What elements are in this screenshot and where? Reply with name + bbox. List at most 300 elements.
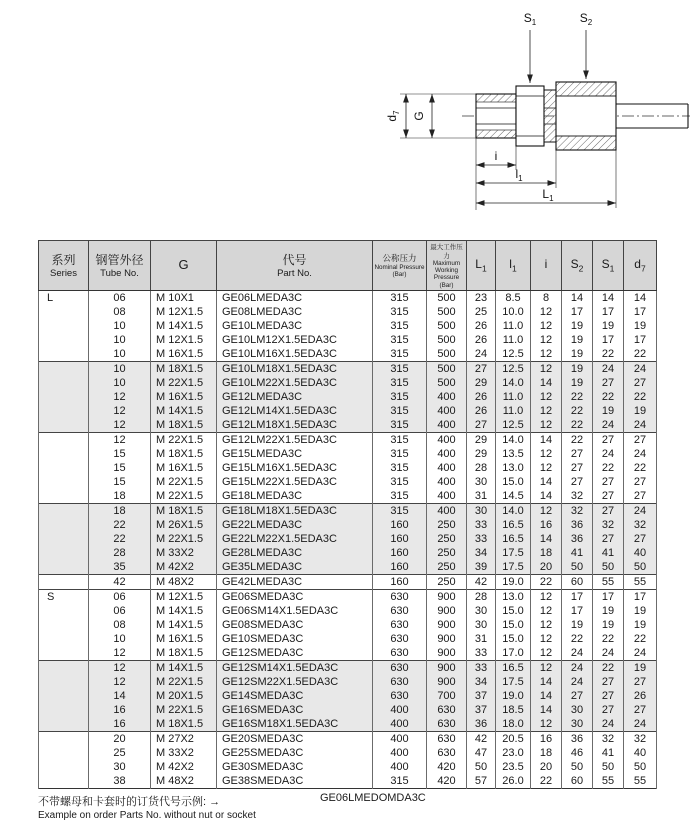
cell-series xyxy=(39,489,89,504)
cell-S1: 27 xyxy=(593,675,624,689)
cell-S1: 24 xyxy=(593,447,624,461)
cell-L1: 42 xyxy=(467,731,496,746)
cell-i: 14 xyxy=(531,689,562,703)
cell-S1: 19 xyxy=(593,618,624,632)
cell-d7: 19 xyxy=(624,319,657,333)
cell-d7: 24 xyxy=(624,361,657,376)
cell-d7: 40 xyxy=(624,746,657,760)
cell-S2: 60 xyxy=(562,774,593,789)
table-row xyxy=(39,347,657,362)
cell-thread-g: M 33X2 xyxy=(151,746,217,760)
cell-S1: 27 xyxy=(593,689,624,703)
cell-thread-g: M 14X1.5 xyxy=(151,660,217,675)
cell-series xyxy=(39,660,89,675)
cell-part-no: GE12LMEDA3C xyxy=(217,390,373,404)
cell-nominal-pressure: 315 xyxy=(373,432,427,447)
cell-part-no: GE30SMEDA3C xyxy=(217,760,373,774)
cell-max-pressure: 400 xyxy=(427,418,467,433)
cell-S1: 55 xyxy=(593,774,624,789)
header-max-pressure: 最大工作压力 Maximum Working Pressure (Bar) xyxy=(427,241,467,291)
cell-d7: 19 xyxy=(624,618,657,632)
cell-i: 14 xyxy=(531,432,562,447)
table-row xyxy=(39,376,657,390)
cell-S2: 50 xyxy=(562,760,593,774)
cell-nominal-pressure: 400 xyxy=(373,731,427,746)
cell-S2: 22 xyxy=(562,418,593,433)
shoulder xyxy=(544,90,556,142)
cell-tube-no: 35 xyxy=(89,560,151,575)
cell-L1: 27 xyxy=(467,361,496,376)
cell-tube-no: 15 xyxy=(89,447,151,461)
cell-L1: 37 xyxy=(467,689,496,703)
table-row xyxy=(39,432,657,447)
cell-nominal-pressure: 400 xyxy=(373,717,427,732)
cell-d7: 40 xyxy=(624,546,657,560)
cell-thread-g: M 16X1.5 xyxy=(151,390,217,404)
table-row xyxy=(39,589,657,604)
cell-series xyxy=(39,646,89,661)
header-thread-g: G xyxy=(151,241,217,291)
cell-S2: 22 xyxy=(562,432,593,447)
cell-l1: 15.0 xyxy=(496,604,531,618)
cell-L1: 33 xyxy=(467,646,496,661)
cell-S2: 27 xyxy=(562,475,593,489)
header-part-no: 代号 Part No. xyxy=(217,241,373,291)
cell-L1: 30 xyxy=(467,604,496,618)
cell-L1: 57 xyxy=(467,774,496,789)
cell-S1: 27 xyxy=(593,489,624,504)
cell-series xyxy=(39,675,89,689)
cell-d7: 27 xyxy=(624,532,657,546)
cell-i: 14 xyxy=(531,475,562,489)
table-row xyxy=(39,319,657,333)
cell-S2: 50 xyxy=(562,560,593,575)
cell-S2: 27 xyxy=(562,447,593,461)
cell-part-no: GE12LM14X1.5EDA3C xyxy=(217,404,373,418)
cell-nominal-pressure: 315 xyxy=(373,390,427,404)
cell-l1: 12.5 xyxy=(496,361,531,376)
cell-l1: 14.5 xyxy=(496,489,531,504)
cell-max-pressure: 900 xyxy=(427,632,467,646)
cell-S2: 36 xyxy=(562,731,593,746)
cell-S2: 22 xyxy=(562,390,593,404)
cell-max-pressure: 400 xyxy=(427,432,467,447)
cell-part-no: GE12LM18X1.5EDA3C xyxy=(217,418,373,433)
cell-l1: 19.0 xyxy=(496,689,531,703)
cell-part-no: GE42LMEDA3C xyxy=(217,574,373,589)
cell-thread-g: M 18X1.5 xyxy=(151,646,217,661)
cell-part-no: GE35LMEDA3C xyxy=(217,560,373,575)
cell-nominal-pressure: 315 xyxy=(373,503,427,518)
cell-i: 14 xyxy=(531,376,562,390)
table-row xyxy=(39,532,657,546)
cell-S2: 24 xyxy=(562,646,593,661)
cell-series xyxy=(39,717,89,732)
cell-tube-no: 20 xyxy=(89,731,151,746)
cell-max-pressure: 630 xyxy=(427,746,467,760)
cell-d7: 22 xyxy=(624,461,657,475)
cell-series xyxy=(39,333,89,347)
cell-max-pressure: 420 xyxy=(427,760,467,774)
cell-thread-g: M 42X2 xyxy=(151,560,217,575)
cell-thread-g: M 48X2 xyxy=(151,574,217,589)
cell-l1: 15.0 xyxy=(496,475,531,489)
cell-tube-no: 22 xyxy=(89,518,151,532)
cell-max-pressure: 630 xyxy=(427,731,467,746)
cell-l1: 13.0 xyxy=(496,589,531,604)
cell-d7: 32 xyxy=(624,518,657,532)
cell-part-no: GE10SMEDA3C xyxy=(217,632,373,646)
cell-nominal-pressure: 315 xyxy=(373,774,427,789)
cell-part-no: GE22LM22X1.5EDA3C xyxy=(217,532,373,546)
cell-series xyxy=(39,475,89,489)
cell-nominal-pressure: 160 xyxy=(373,546,427,560)
cell-thread-g: M 22X1.5 xyxy=(151,532,217,546)
cell-max-pressure: 250 xyxy=(427,532,467,546)
cell-max-pressure: 400 xyxy=(427,461,467,475)
cell-i: 16 xyxy=(531,518,562,532)
cell-nominal-pressure: 630 xyxy=(373,632,427,646)
cell-l1: 16.5 xyxy=(496,660,531,675)
table-row xyxy=(39,660,657,675)
cell-i: 12 xyxy=(531,305,562,319)
cell-series xyxy=(39,361,89,376)
cell-L1: 36 xyxy=(467,717,496,732)
cell-thread-g: M 22X1.5 xyxy=(151,432,217,447)
cell-nominal-pressure: 315 xyxy=(373,319,427,333)
cell-S1: 27 xyxy=(593,432,624,447)
cell-series xyxy=(39,546,89,560)
cell-l1: 17.5 xyxy=(496,675,531,689)
nut xyxy=(556,82,616,150)
cell-series xyxy=(39,689,89,703)
cell-i: 12 xyxy=(531,418,562,433)
table-row xyxy=(39,475,657,489)
cell-i: 12 xyxy=(531,404,562,418)
cell-L1: 42 xyxy=(467,574,496,589)
cell-l1: 14.0 xyxy=(496,432,531,447)
cell-part-no: GE08SMEDA3C xyxy=(217,618,373,632)
cell-S1: 41 xyxy=(593,546,624,560)
cell-part-no: GE38SMEDA3C xyxy=(217,774,373,789)
dim-label-s1: $S_1$ xyxy=(523,11,537,27)
dim-label-s2: $S_2$ xyxy=(579,11,593,27)
cell-part-no: GE15LMEDA3C xyxy=(217,447,373,461)
cell-S1: 32 xyxy=(593,518,624,532)
cell-nominal-pressure: 315 xyxy=(373,475,427,489)
cell-series xyxy=(39,347,89,362)
header-i: i xyxy=(531,241,562,291)
table-row xyxy=(39,746,657,760)
cell-l1: 16.5 xyxy=(496,532,531,546)
cell-i: 18 xyxy=(531,546,562,560)
cell-S2: 24 xyxy=(562,675,593,689)
cell-series: L xyxy=(39,290,89,305)
cell-l1: 11.0 xyxy=(496,319,531,333)
cell-S1: 27 xyxy=(593,532,624,546)
cell-S2: 17 xyxy=(562,305,593,319)
cell-tube-no: 10 xyxy=(89,319,151,333)
table-row xyxy=(39,461,657,475)
cell-L1: 33 xyxy=(467,518,496,532)
cell-S2: 32 xyxy=(562,503,593,518)
cell-S2: 19 xyxy=(562,347,593,362)
table-row xyxy=(39,390,657,404)
cell-i: 14 xyxy=(531,675,562,689)
cell-thread-g: M 12X1.5 xyxy=(151,589,217,604)
cell-part-no: GE10LM12X1.5EDA3C xyxy=(217,333,373,347)
cell-tube-no: 08 xyxy=(89,305,151,319)
cell-series xyxy=(39,518,89,532)
cell-part-no: GE06LMEDA3C xyxy=(217,290,373,305)
cell-thread-g: M 22X1.5 xyxy=(151,475,217,489)
cell-S2: 27 xyxy=(562,689,593,703)
cell-tube-no: 12 xyxy=(89,390,151,404)
header-L1: $L_1$ xyxy=(467,241,496,291)
table-row xyxy=(39,618,657,632)
cell-l1: 14.0 xyxy=(496,503,531,518)
cell-d7: 22 xyxy=(624,347,657,362)
cell-i: 14 xyxy=(531,489,562,504)
cell-max-pressure: 700 xyxy=(427,689,467,703)
cell-S1: 19 xyxy=(593,604,624,618)
cell-d7: 27 xyxy=(624,432,657,447)
cell-max-pressure: 500 xyxy=(427,347,467,362)
cell-nominal-pressure: 160 xyxy=(373,532,427,546)
table-row xyxy=(39,689,657,703)
cell-thread-g: M 16X1.5 xyxy=(151,347,217,362)
cell-max-pressure: 500 xyxy=(427,290,467,305)
table-row xyxy=(39,333,657,347)
cell-d7: 22 xyxy=(624,390,657,404)
cell-nominal-pressure: 315 xyxy=(373,347,427,362)
cell-series xyxy=(39,432,89,447)
cell-d7: 32 xyxy=(624,731,657,746)
cell-thread-g: M 18X1.5 xyxy=(151,361,217,376)
cell-tube-no: 18 xyxy=(89,503,151,518)
cell-L1: 26 xyxy=(467,390,496,404)
cell-tube-no: 06 xyxy=(89,604,151,618)
cell-thread-g: M 14X1.5 xyxy=(151,618,217,632)
cell-i: 12 xyxy=(531,333,562,347)
cell-part-no: GE10LM18X1.5EDA3C xyxy=(217,361,373,376)
cell-nominal-pressure: 315 xyxy=(373,461,427,475)
cell-thread-g: M 20X1.5 xyxy=(151,689,217,703)
cell-max-pressure: 250 xyxy=(427,574,467,589)
cell-tube-no: 12 xyxy=(89,404,151,418)
fitting-section-view xyxy=(376,4,694,234)
cell-nominal-pressure: 315 xyxy=(373,418,427,433)
cell-nominal-pressure: 400 xyxy=(373,746,427,760)
cell-l1: 13.5 xyxy=(496,447,531,461)
cell-d7: 27 xyxy=(624,703,657,717)
cell-tube-no: 25 xyxy=(89,746,151,760)
cell-l1: 16.5 xyxy=(496,518,531,532)
cell-part-no: GE18LMEDA3C xyxy=(217,489,373,504)
cell-max-pressure: 900 xyxy=(427,675,467,689)
cell-part-no: GE12SM14X1.5EDA3C xyxy=(217,660,373,675)
cell-thread-g: M 12X1.5 xyxy=(151,333,217,347)
cell-i: 12 xyxy=(531,503,562,518)
cell-L1: 37 xyxy=(467,703,496,717)
cell-i: 12 xyxy=(531,447,562,461)
cell-d7: 24 xyxy=(624,717,657,732)
cell-L1: 29 xyxy=(467,376,496,390)
dim-label-d7: $d_7$ xyxy=(385,110,401,122)
cell-max-pressure: 250 xyxy=(427,560,467,575)
cell-part-no: GE06SM14X1.5EDA3C xyxy=(217,604,373,618)
cell-series xyxy=(39,461,89,475)
table-row xyxy=(39,560,657,575)
cell-max-pressure: 400 xyxy=(427,404,467,418)
cell-i: 12 xyxy=(531,589,562,604)
cell-nominal-pressure: 315 xyxy=(373,489,427,504)
table-row xyxy=(39,717,657,732)
cell-S1: 50 xyxy=(593,760,624,774)
cell-nominal-pressure: 630 xyxy=(373,689,427,703)
header-series: 系列 Series xyxy=(39,241,89,291)
cell-part-no: GE08LMEDA3C xyxy=(217,305,373,319)
cell-nominal-pressure: 630 xyxy=(373,604,427,618)
cell-l1: 17.5 xyxy=(496,560,531,575)
cell-l1: 12.5 xyxy=(496,418,531,433)
cell-series xyxy=(39,447,89,461)
cell-L1: 29 xyxy=(467,447,496,461)
cell-tube-no: 18 xyxy=(89,489,151,504)
cell-max-pressure: 900 xyxy=(427,589,467,604)
cell-i: 18 xyxy=(531,746,562,760)
cell-l1: 20.5 xyxy=(496,731,531,746)
cell-tube-no: 12 xyxy=(89,432,151,447)
header-l1: $l_1$ xyxy=(496,241,531,291)
cell-thread-g: M 26X1.5 xyxy=(151,518,217,532)
cell-d7: 27 xyxy=(624,475,657,489)
cell-series xyxy=(39,632,89,646)
cell-L1: 47 xyxy=(467,746,496,760)
cell-L1: 33 xyxy=(467,532,496,546)
cell-nominal-pressure: 630 xyxy=(373,675,427,689)
cell-L1: 28 xyxy=(467,589,496,604)
table-row xyxy=(39,703,657,717)
cell-thread-g: M 48X2 xyxy=(151,774,217,789)
cell-d7: 17 xyxy=(624,305,657,319)
cell-l1: 23.5 xyxy=(496,760,531,774)
cell-i: 12 xyxy=(531,361,562,376)
cell-d7: 50 xyxy=(624,760,657,774)
cell-S2: 22 xyxy=(562,632,593,646)
cell-max-pressure: 900 xyxy=(427,660,467,675)
cell-nominal-pressure: 400 xyxy=(373,760,427,774)
cell-max-pressure: 900 xyxy=(427,646,467,661)
cell-i: 12 xyxy=(531,604,562,618)
cell-part-no: GE14SMEDA3C xyxy=(217,689,373,703)
cell-part-no: GE25SMEDA3C xyxy=(217,746,373,760)
cell-L1: 26 xyxy=(467,404,496,418)
table-row xyxy=(39,731,657,746)
cell-S1: 41 xyxy=(593,746,624,760)
male-stud-thread xyxy=(476,94,516,138)
cell-thread-g: M 18X1.5 xyxy=(151,418,217,433)
cell-S2: 32 xyxy=(562,489,593,504)
cell-max-pressure: 500 xyxy=(427,305,467,319)
cell-S2: 30 xyxy=(562,703,593,717)
cell-l1: 23.0 xyxy=(496,746,531,760)
cell-thread-g: M 42X2 xyxy=(151,760,217,774)
cell-L1: 33 xyxy=(467,660,496,675)
cell-L1: 24 xyxy=(467,347,496,362)
cell-l1: 12.5 xyxy=(496,347,531,362)
table-row xyxy=(39,546,657,560)
cell-series xyxy=(39,532,89,546)
cell-l1: 11.0 xyxy=(496,404,531,418)
cell-L1: 30 xyxy=(467,475,496,489)
cell-L1: 34 xyxy=(467,546,496,560)
cell-d7: 24 xyxy=(624,503,657,518)
cell-tube-no: 10 xyxy=(89,333,151,347)
cell-L1: 29 xyxy=(467,432,496,447)
cell-S2: 19 xyxy=(562,376,593,390)
cell-l1: 10.0 xyxy=(496,305,531,319)
cell-i: 8 xyxy=(531,290,562,305)
cell-nominal-pressure: 630 xyxy=(373,646,427,661)
cell-nominal-pressure: 400 xyxy=(373,703,427,717)
cell-thread-g: M 16X1.5 xyxy=(151,632,217,646)
cell-max-pressure: 250 xyxy=(427,546,467,560)
cell-max-pressure: 420 xyxy=(427,774,467,789)
header-d7: $d_7$ xyxy=(624,241,657,291)
cell-l1: 14.0 xyxy=(496,376,531,390)
cell-S1: 27 xyxy=(593,503,624,518)
cell-i: 22 xyxy=(531,574,562,589)
cell-L1: 30 xyxy=(467,618,496,632)
dim-label-i: i xyxy=(494,149,498,163)
cell-tube-no: 10 xyxy=(89,347,151,362)
header-S1: $S_1$ xyxy=(593,241,624,291)
cell-thread-g: M 22X1.5 xyxy=(151,703,217,717)
cell-max-pressure: 400 xyxy=(427,475,467,489)
cell-tube-no: 12 xyxy=(89,675,151,689)
cell-S1: 24 xyxy=(593,717,624,732)
cell-thread-g: M 18X1.5 xyxy=(151,447,217,461)
cell-L1: 27 xyxy=(467,418,496,433)
cell-S2: 17 xyxy=(562,589,593,604)
cell-i: 20 xyxy=(531,560,562,575)
table-row xyxy=(39,447,657,461)
cell-l1: 18.0 xyxy=(496,717,531,732)
cell-S1: 50 xyxy=(593,560,624,575)
cell-d7: 17 xyxy=(624,589,657,604)
cell-part-no: GE22LMEDA3C xyxy=(217,518,373,532)
parts-table-wrap xyxy=(38,240,658,789)
order-note-en: Example on order Parts No. without nut or socket xyxy=(38,810,256,821)
table-row xyxy=(39,503,657,518)
table-row xyxy=(39,305,657,319)
cell-d7: 55 xyxy=(624,774,657,789)
cell-S1: 19 xyxy=(593,319,624,333)
table-row xyxy=(39,361,657,376)
cell-L1: 31 xyxy=(467,632,496,646)
cell-nominal-pressure: 630 xyxy=(373,618,427,632)
cell-part-no: GE06SMEDA3C xyxy=(217,589,373,604)
cell-series xyxy=(39,404,89,418)
header-tube-no: 钢管外径 Tube No. xyxy=(89,241,151,291)
cell-L1: 30 xyxy=(467,503,496,518)
cell-series xyxy=(39,319,89,333)
cell-S1: 17 xyxy=(593,305,624,319)
cell-d7: 14 xyxy=(624,290,657,305)
order-example-part-no: GE06LMEDOMDA3C xyxy=(320,792,426,804)
cell-tube-no: 16 xyxy=(89,703,151,717)
